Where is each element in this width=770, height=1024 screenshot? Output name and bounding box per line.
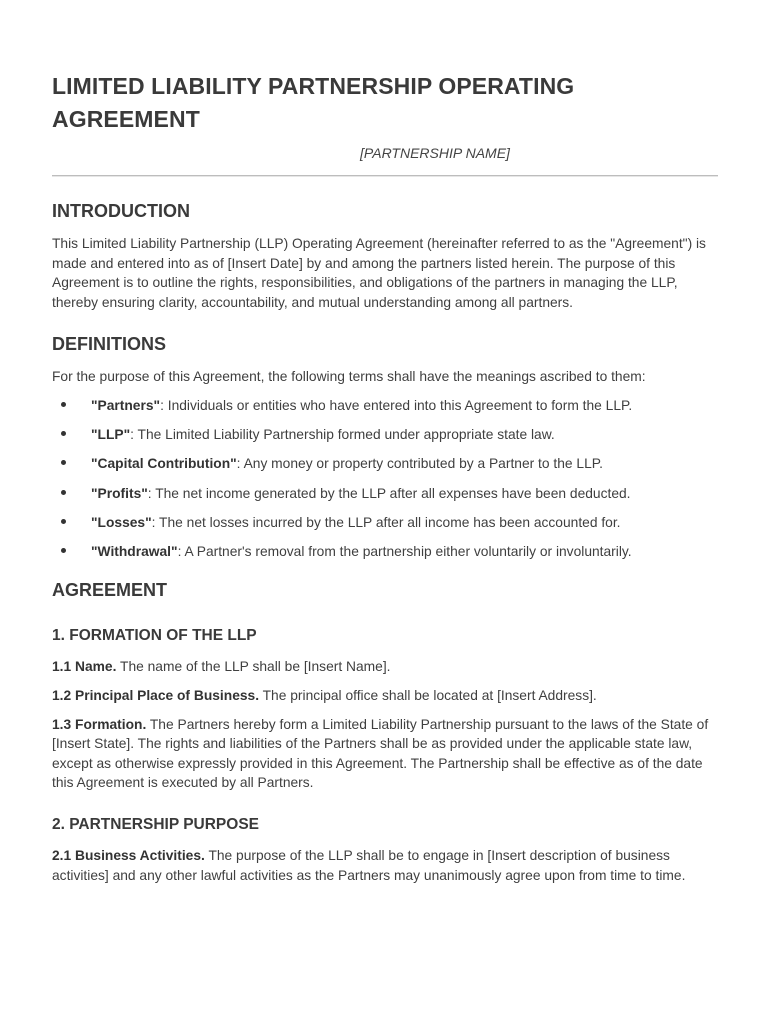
definition-term: "Withdrawal" <box>91 543 178 559</box>
introduction-heading: INTRODUCTION <box>52 201 190 221</box>
definition-term: "Capital Contribution" <box>91 456 237 472</box>
clause-text: The name of the LLP shall be [Insert Name]. <box>116 658 391 674</box>
list-item <box>52 454 718 474</box>
definition-text: : Any money or property contributed by a Partner to the LLP. <box>236 456 604 472</box>
definition-term: "Losses" <box>91 514 152 530</box>
bullet-icon <box>61 460 66 465</box>
agreement-heading: AGREEMENT <box>52 579 168 600</box>
clause-1-3 <box>52 715 718 793</box>
definition-text: : A Partner's removal from the partnership either voluntarily or involuntarily. <box>177 543 632 559</box>
definition-text: : The net income generated by the LLP after all expenses have been deducted. <box>147 485 631 501</box>
definition-text: : The Limited Liability Partnership formed under appropriate state law. <box>130 427 555 443</box>
definitions-heading: DEFINITIONS <box>52 334 167 355</box>
section-2-heading: 2. PARTNERSHIP PURPOSE <box>52 816 260 834</box>
clause-text: The principal office shall be located at [Insert Address]. <box>259 687 597 703</box>
clause-text: The Partners hereby form a Limited Liability Partnership pursuant to the laws of the State of [Insert State]. The rights and liabilities of the Partners shall be as provided under the applicable state law, except as otherwise expressly provided in this Agreement. The Partnership shall be effective as of the date this Agreement is executed by all Partners. <box>52 716 709 791</box>
list-item <box>52 425 718 445</box>
document-title: LIMITED LIABILITY PARTNERSHIP OPERATING AGREEMENT <box>52 73 575 132</box>
clause-1-1 <box>52 657 718 677</box>
title-divider <box>52 175 718 177</box>
partnership-name: [PARTNERSHIP NAME] <box>360 145 510 161</box>
bullet-icon <box>61 519 66 524</box>
definitions-list <box>52 396 718 562</box>
bullet-icon <box>61 431 66 436</box>
introduction-text: This Limited Liability Partnership (LLP) Operating Agreement (hereinafter referred to as the "Agreement") is made and entered into as of [Insert Date] by and among the partners listed herein. The purpose of this Agreement is to outline the rights, responsibilities, and obligations of the partners in managing the LLP, thereby ensuring clarity, accountability, and mutual understanding among all partners. <box>52 236 706 310</box>
list-item <box>52 484 718 504</box>
clause-label: 1.3 Formation. <box>52 716 147 732</box>
clause-1-2 <box>52 686 718 706</box>
list-item <box>52 396 718 416</box>
clause-label: 1.2 Principal Place of Business. <box>52 687 260 703</box>
list-item <box>52 542 718 562</box>
definitions-intro: For the purpose of this Agreement, the following terms shall have the meanings ascribed to them: <box>52 369 646 385</box>
bullet-icon <box>61 490 66 495</box>
list-item <box>52 513 718 533</box>
definition-term: "Profits" <box>91 485 148 501</box>
definition-term: "LLP" <box>91 427 131 443</box>
clause-2-1 <box>52 846 718 885</box>
clause-label: 1.1 Name. <box>52 658 117 674</box>
clause-label: 2.1 Business Activities. <box>52 848 205 864</box>
clause-text: The purpose of the LLP shall be to engage in [Insert description of business activities] and any other lawful activities as the Partners may unanimously agree upon from time to time. <box>52 848 686 883</box>
bullet-icon <box>61 402 66 407</box>
definition-text: : Individuals or entities who have entered into this Agreement to form the LLP. <box>160 397 633 413</box>
definition-text: : The net losses incurred by the LLP after all income has been accounted for. <box>151 514 621 530</box>
definition-term: "Partners" <box>91 397 161 413</box>
bullet-icon <box>61 548 66 553</box>
section-1-heading: 1. FORMATION OF THE LLP <box>52 626 257 644</box>
